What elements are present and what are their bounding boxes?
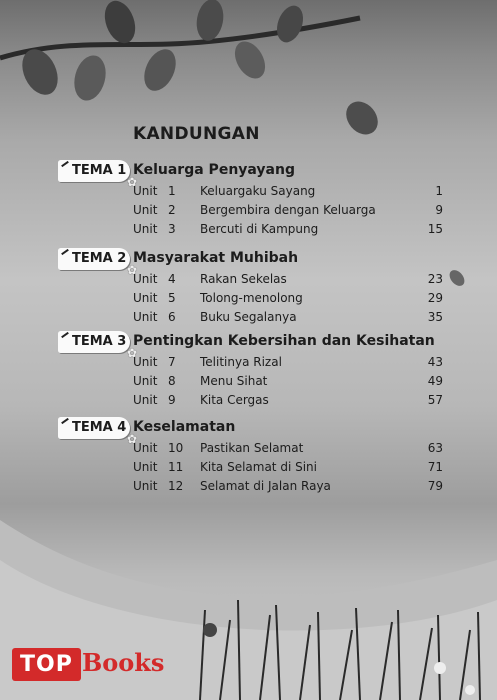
page-number: 9	[435, 203, 443, 217]
unit-number: 12	[168, 479, 184, 493]
page-number: 43	[427, 355, 443, 369]
unit-name: Bergembira dengan Keluarga	[200, 203, 376, 217]
page-number: 57	[427, 393, 443, 407]
branch-icon	[0, 18, 360, 58]
unit-name: Pastikan Selamat	[200, 441, 304, 455]
unit-name: Menu Sihat	[200, 374, 268, 388]
unit-name: Keluargaku Sayang	[200, 184, 316, 198]
toc-row[interactable]	[133, 203, 443, 220]
leaf-icon	[138, 44, 182, 96]
unit-word: Unit	[133, 203, 158, 217]
page-number: 1	[435, 184, 443, 198]
tema-label: TEMA 1	[72, 163, 127, 178]
unit-name: Kita Cergas	[200, 393, 269, 407]
tema-label: TEMA 3	[72, 334, 127, 349]
flower-icon	[465, 685, 475, 695]
toc-row[interactable]	[133, 222, 443, 239]
page-number: 71	[427, 460, 443, 474]
tema-title: Keluarga Penyayang	[133, 162, 295, 178]
tema-title: Masyarakat Muhibah	[133, 250, 299, 266]
badge-stripe	[61, 418, 69, 424]
page-number: 23	[427, 272, 443, 286]
page-number: 79	[427, 479, 443, 493]
toc-row[interactable]	[133, 272, 443, 289]
unit-number: 4	[168, 272, 176, 286]
toc-row[interactable]	[133, 460, 443, 477]
flower-icon: ✿	[126, 175, 137, 189]
page-number: 63	[427, 441, 443, 455]
tema-title: Pentingkan Kebersihan dan Kesihatan	[133, 333, 435, 349]
unit-number: 8	[168, 374, 176, 388]
unit-word: Unit	[133, 184, 158, 198]
flower-icon: ✿	[126, 432, 137, 446]
toc-row[interactable]	[133, 479, 443, 496]
flower-icon: ✿	[126, 263, 137, 277]
unit-name: Kita Selamat di Sini	[200, 460, 317, 474]
unit-word: Unit	[133, 272, 158, 286]
unit-word: Unit	[133, 393, 158, 407]
leaf-icon	[229, 36, 272, 84]
publisher-logo	[0, 638, 180, 698]
toc-row[interactable]	[133, 374, 443, 391]
tema-label: TEMA 2	[72, 251, 127, 266]
toc-row[interactable]	[133, 291, 443, 308]
unit-word: Unit	[133, 374, 158, 388]
tema-badge	[58, 248, 137, 277]
page-number: 29	[427, 291, 443, 305]
badge-stripe	[61, 249, 69, 255]
unit-number: 5	[168, 291, 176, 305]
unit-number: 9	[168, 393, 176, 407]
toc-row[interactable]	[133, 310, 443, 327]
page-heading: KANDUNGAN	[133, 124, 260, 144]
unit-number: 3	[168, 222, 176, 236]
tema-badge	[58, 160, 137, 189]
logo-books-text: Books	[82, 648, 165, 677]
toc-row[interactable]	[133, 441, 443, 458]
unit-name: Telitinya Rizal	[200, 355, 282, 369]
flower-icon: ✿	[126, 346, 137, 360]
tema-badge	[58, 331, 137, 360]
logo-top-text: TOP	[12, 648, 81, 681]
page-number: 35	[427, 310, 443, 324]
unit-name: Selamat di Jalan Raya	[200, 479, 331, 493]
unit-word: Unit	[133, 291, 158, 305]
leaf-icon	[272, 2, 308, 46]
unit-number: 7	[168, 355, 176, 369]
toc-row[interactable]	[133, 355, 443, 372]
unit-name: Rakan Sekelas	[200, 272, 287, 286]
page-number: 49	[427, 374, 443, 388]
tema-label: TEMA 4	[72, 420, 127, 435]
unit-number: 10	[168, 441, 184, 455]
unit-name: Tolong-menolong	[200, 291, 303, 305]
unit-word: Unit	[133, 441, 158, 455]
unit-number: 1	[168, 184, 176, 198]
toc-row[interactable]	[133, 184, 443, 201]
unit-name: Buku Segalanya	[200, 310, 297, 324]
leaf-icon	[340, 95, 385, 141]
tema-badge	[58, 417, 137, 446]
badge-stripe	[61, 161, 69, 167]
unit-number: 2	[168, 203, 176, 217]
unit-word: Unit	[133, 460, 158, 474]
unit-word: Unit	[133, 479, 158, 493]
unit-word: Unit	[133, 222, 158, 236]
unit-name: Bercuti di Kampung	[200, 222, 319, 236]
page-number: 15	[427, 222, 443, 236]
badge-stripe	[61, 332, 69, 338]
leaf-icon	[99, 0, 140, 47]
leaf-icon	[194, 0, 227, 43]
leaf-icon	[70, 52, 111, 104]
leaf-icon	[447, 267, 468, 289]
unit-word: Unit	[133, 310, 158, 324]
toc-row[interactable]	[133, 393, 443, 410]
unit-number: 6	[168, 310, 176, 324]
unit-word: Unit	[133, 355, 158, 369]
flower-icon	[434, 662, 446, 674]
tema-title: Keselamatan	[133, 419, 236, 435]
unit-number: 11	[168, 460, 184, 474]
flower-icon	[203, 623, 217, 637]
